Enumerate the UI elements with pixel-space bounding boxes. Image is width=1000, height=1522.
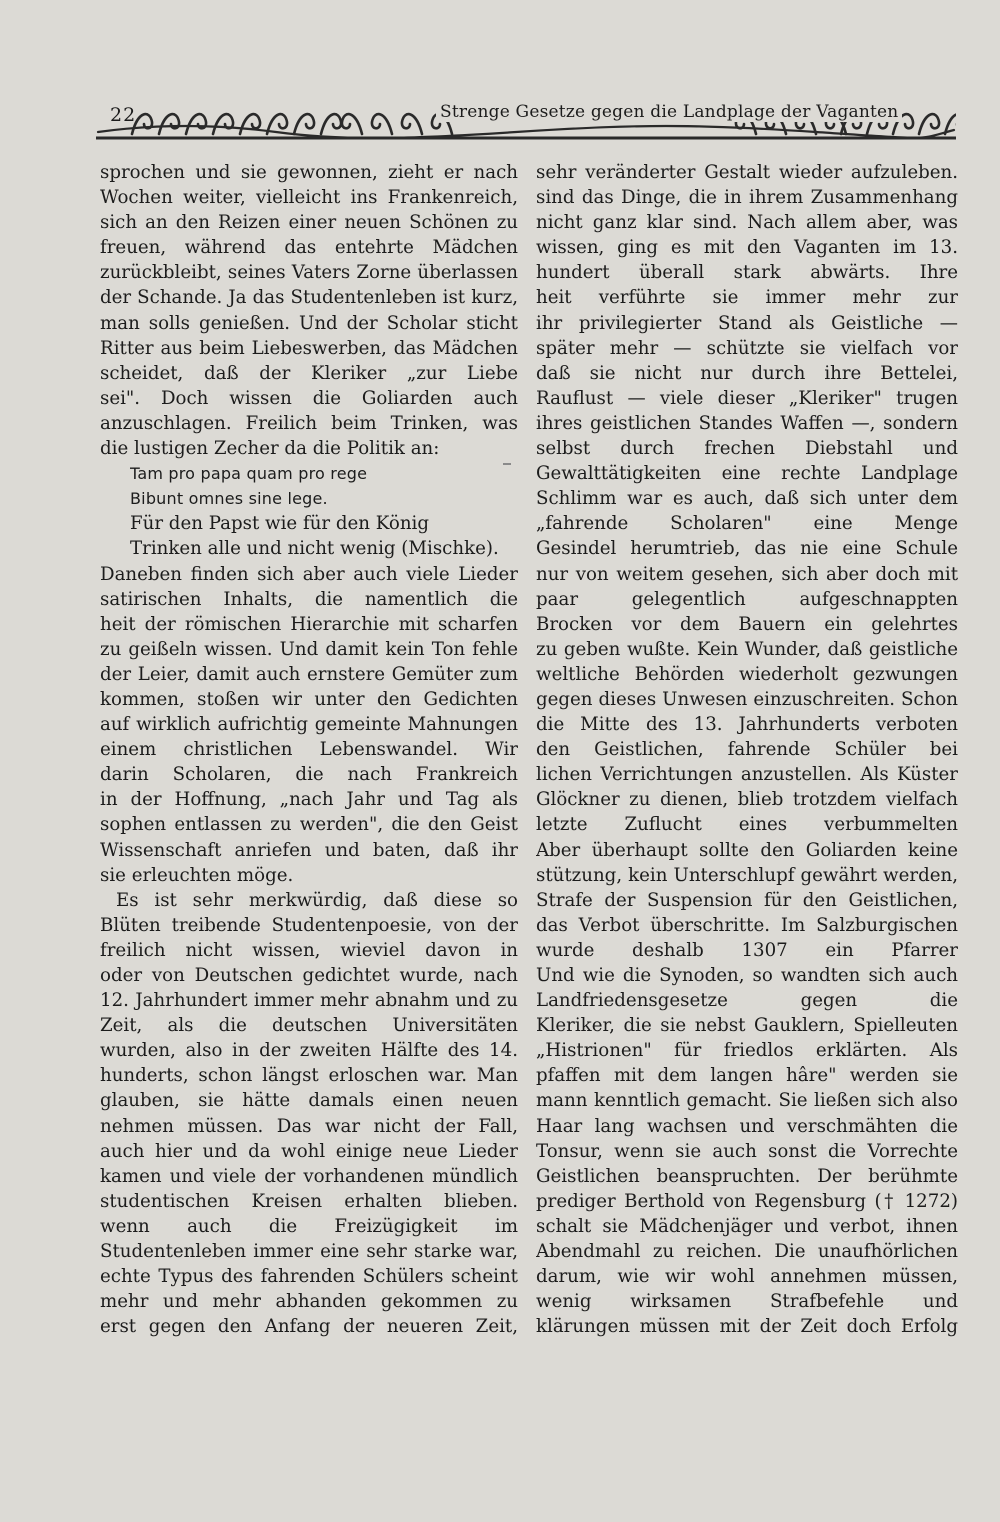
text-line: zu geben wußte. Kein Wunder, daß geistliche bbox=[536, 638, 958, 660]
text-line: nur von weitem gesehen, sich aber doch mit bbox=[536, 563, 958, 585]
text-line: Zeit, als die deutschen Universitäten bbox=[100, 1015, 518, 1037]
paragraph-3 bbox=[536, 160, 958, 1339]
text-line: die Mitte des 13. Jahrhunderts verboten bbox=[536, 714, 958, 736]
text-line: „Histrionen" für friedlos erklärten. Als bbox=[536, 1040, 958, 1062]
text-line: darum, wie wir wohl annehmen müssen, bbox=[536, 1266, 958, 1288]
text-line: mann kenntlich gemacht. Sie ließen sich also bbox=[536, 1090, 958, 1112]
text-line: Strafe der Suspension für den Geistlichen, bbox=[536, 889, 958, 911]
text-line: sie erleuchten möge. bbox=[100, 864, 294, 886]
text-line: 12. Jahrhundert immer mehr abnahm und zu bbox=[100, 990, 518, 1012]
verse-line: Für den Papst wie für den König bbox=[130, 513, 430, 535]
text-line: Es ist sehr merkwürdig, daß diese so bbox=[116, 889, 518, 911]
text-line: zu geißeln wissen. Und damit kein Ton fehle bbox=[100, 638, 518, 660]
text-line: ihres geistlichen Standes Waffen —, sondern bbox=[536, 412, 958, 434]
text-line: Landfriedensgesetze gegen die bbox=[536, 990, 958, 1012]
text-line: darin Scholaren, die nach Frankreich bbox=[100, 764, 518, 786]
verse-quotation bbox=[100, 461, 518, 561]
text-line: später mehr — schützte sie vielfach vor bbox=[536, 337, 958, 359]
text-line: der Schande. Ja das Studentenleben ist kurz, bbox=[100, 287, 518, 309]
text-line: echte Typus des fahrenden Schülers scheint bbox=[100, 1266, 518, 1288]
text-line: Ritter aus beim Liebeswerben, das Mädchen bbox=[100, 337, 518, 359]
text-line: Geistlichen beanspruchten. Der berühmte bbox=[536, 1165, 958, 1187]
text-line: satirischen Inhalts, die namentlich die bbox=[100, 588, 518, 610]
text-line: mehr und mehr abhanden gekommen zu bbox=[100, 1291, 518, 1313]
text-line: sind das Dinge, die in ihrem Zusammenhang bbox=[536, 187, 958, 209]
text-line: freuen, während das entehrte Mädchen bbox=[100, 237, 518, 259]
running-title: Strenge Gesetze gegen die Landplage der Vaganten bbox=[436, 102, 902, 122]
text-line: hunderts, schon längst erloschen war. Man bbox=[100, 1065, 518, 1087]
left-column bbox=[100, 160, 518, 1339]
page-number: 22 bbox=[110, 104, 137, 126]
text-line: Kleriker, die sie nebst Gauklern, Spielleuten bbox=[536, 1015, 958, 1037]
text-line: wenn auch die Freizügigkeit im bbox=[100, 1215, 518, 1237]
text-line: man solls genießen. Und der Scholar sticht bbox=[100, 312, 518, 334]
text-line: klärungen müssen mit der Zeit doch Erfolg bbox=[536, 1316, 958, 1338]
print-mark bbox=[503, 463, 511, 465]
text-line: den Geistlichen, fahrende Schüler bei bbox=[536, 739, 958, 761]
text-line: wissen, ging es mit den Vaganten im 13. bbox=[536, 237, 958, 259]
paragraph-2 bbox=[100, 888, 518, 1340]
text-line: nehmen müssen. Das war nicht der Fall, bbox=[100, 1115, 518, 1137]
text-line: daß sie nicht nur durch ihre Bettelei, bbox=[536, 362, 958, 384]
verse-line: Trinken alle und nicht wenig (Mischke). bbox=[130, 538, 499, 560]
text-line: sehr veränderter Gestalt wieder aufzuleben. bbox=[536, 162, 958, 183]
text-line: Schlimm war es auch, daß sich unter dem bbox=[536, 488, 958, 510]
text-line: auf wirklich aufrichtig gemeinte Mahnungen bbox=[100, 714, 518, 736]
verse-line: Tam pro papa quam pro rege bbox=[130, 464, 368, 484]
text-line: anzuschlagen. Freilich beim Trinken, was bbox=[100, 412, 518, 434]
text-line: Haar lang wachsen und verschmähten die bbox=[536, 1115, 958, 1137]
text-line: wurde deshalb 1307 ein Pfarrer bbox=[536, 939, 958, 961]
text-line: Abendmahl zu reichen. Die unaufhörlichen bbox=[536, 1241, 958, 1263]
text-line: Blüten treibende Studentenpoesie, von der bbox=[100, 914, 518, 936]
text-line: Tonsur, wenn sie auch sonst die Vorrechte bbox=[536, 1140, 958, 1162]
text-line: „fahrende Scholaren" eine Menge bbox=[536, 513, 958, 535]
text-line: wenig wirksamen Strafbefehle und bbox=[536, 1291, 958, 1313]
text-line: pfaffen mit dem langen hâre" werden sie bbox=[536, 1065, 958, 1087]
text-line: lichen Verrichtungen anzustellen. Als Küster bbox=[536, 764, 958, 786]
text-line: weltliche Behörden wiederholt gezwungen bbox=[536, 663, 958, 685]
text-line: glauben, sie hätte damals einen neuen bbox=[100, 1090, 518, 1112]
text-line: oder von Deutschen gedichtet wurde, nach bbox=[100, 965, 518, 986]
text-line: Brocken vor dem Bauern ein gelehrtes bbox=[536, 613, 958, 635]
text-line: ihr privilegierter Stand als Geistliche — bbox=[536, 312, 958, 334]
right-column bbox=[536, 160, 958, 1339]
text-line: Studentenleben immer eine sehr starke war, bbox=[100, 1241, 518, 1263]
text-line: auch hier und da wohl einige neue Lieder bbox=[100, 1140, 518, 1162]
text-line: Aber überhaupt sollte den Goliarden keine bbox=[536, 839, 958, 861]
text-line: sei". Doch wissen die Goliarden auch bbox=[100, 387, 518, 409]
text-line: einem christlichen Lebenswandel. Wir bbox=[100, 739, 518, 761]
text-line: sophen entlassen zu werden", die den Geist bbox=[100, 814, 518, 836]
verse-line: Bibunt omnes sine lege. bbox=[130, 489, 328, 509]
text-line: heit verführte sie immer mehr zur bbox=[536, 287, 958, 309]
text-line: hundert überall stark abwärts. Ihre bbox=[536, 262, 958, 284]
page-header bbox=[96, 100, 956, 144]
text-line: gegen dieses Unwesen einzuschreiten. Schon bbox=[536, 688, 958, 710]
text-line: kamen und viele der vorhandenen mündlich bbox=[100, 1165, 518, 1187]
text-line: Rauflust — viele dieser „Kleriker" trugen bbox=[536, 387, 958, 409]
text-line: das Verbot überschritte. Im Salzburgischen bbox=[536, 914, 958, 936]
text-line: in der Hoffnung, „nach Jahr und Tag als bbox=[100, 789, 518, 811]
text-line: der Leier, damit auch ernstere Gemüter zum bbox=[100, 663, 518, 685]
text-line: freilich nicht wissen, wieviel davon in bbox=[100, 939, 518, 961]
text-line: Daneben finden sich aber auch viele Lieder bbox=[100, 563, 518, 585]
text-line: nicht ganz klar sind. Nach allem aber, was bbox=[536, 212, 958, 234]
paragraph-1 bbox=[100, 160, 518, 461]
text-line: Glöckner zu dienen, blieb trotzdem vielfach bbox=[536, 789, 958, 811]
text-line: die lustigen Zecher da die Politik an: bbox=[100, 438, 440, 460]
text-line: selbst durch frechen Diebstahl und bbox=[536, 438, 958, 460]
text-line: heit der römischen Hierarchie mit scharfen bbox=[100, 613, 518, 635]
text-line: Und wie die Synoden, so wandten sich auch bbox=[536, 965, 958, 986]
paragraph-1-continued bbox=[100, 562, 518, 888]
text-line: stützung, kein Unterschlupf gewährt werden, bbox=[536, 864, 958, 886]
text-line: Wochen weiter, vielleicht ins Frankenreich, bbox=[100, 187, 518, 209]
text-line: prediger Berthold von Regensburg († 1272) bbox=[536, 1190, 958, 1212]
text-line: kommen, stoßen wir unter den Gedichten bbox=[100, 688, 518, 710]
text-line: sich an den Reizen einer neuen Schönen zu bbox=[100, 212, 518, 234]
text-line: schalt sie Mädchenjäger und verbot, ihnen bbox=[536, 1215, 958, 1237]
text-line: erst gegen den Anfang der neueren Zeit, bbox=[100, 1316, 518, 1338]
text-line: zurückbleibt, seines Vaters Zorne überlassen bbox=[100, 262, 518, 284]
text-line: Wissenschaft anriefen und baten, daß ihr bbox=[100, 839, 518, 861]
text-line: scheidet, daß der Kleriker „zur Liebe bbox=[100, 362, 518, 384]
text-line: Gewalttätigkeiten eine rechte Landplage bbox=[536, 463, 958, 485]
text-line: wurden, also in der zweiten Hälfte des 14. bbox=[100, 1040, 518, 1062]
text-line: studentischen Kreisen erhalten blieben. bbox=[100, 1190, 518, 1212]
text-line: Gesindel herumtrieb, das nie eine Schule bbox=[536, 538, 958, 560]
text-line: letzte Zuflucht eines verbummelten bbox=[536, 814, 958, 836]
text-line: paar gelegentlich aufgeschnappten bbox=[536, 588, 958, 610]
text-line: sprochen und sie gewonnen, zieht er nach bbox=[100, 162, 518, 183]
